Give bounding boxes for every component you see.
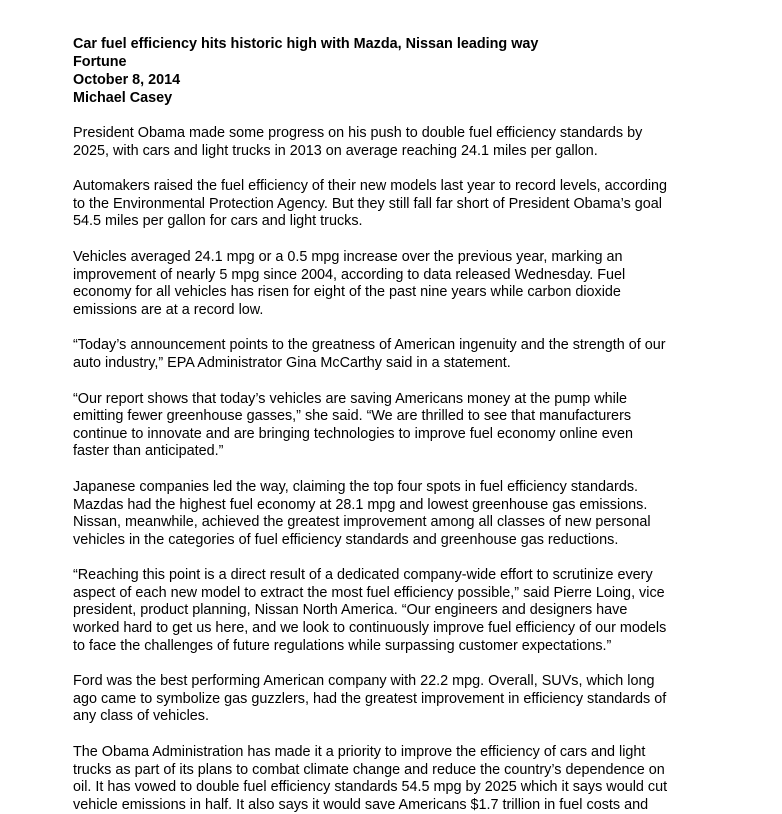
paragraph-spacer: [73, 160, 718, 178]
paragraph: [73, 567, 718, 655]
paragraph-line: “Reaching this point is a direct result of a dedicated company-wide effort to scrutinize every: [73, 567, 653, 584]
paragraph-spacer: [73, 655, 718, 673]
paragraph-line: Japanese companies led the way, claiming the top four spots in fuel efficiency standards.: [73, 478, 639, 495]
paragraph-line: oil. It has vowed to double fuel efficiency standards 54.5 mpg by 2025 which it says would cut: [73, 779, 668, 796]
paragraph-line: emissions are at a record low.: [73, 301, 264, 318]
paragraph-line: “Today’s announcement points to the greatness of American ingenuity and the strength of our: [73, 337, 666, 354]
paragraph-line: vehicles in the categories of fuel efficiency standards and greenhouse gas reductions.: [73, 531, 619, 548]
paragraph-line: Automakers raised the fuel efficiency of their new models last year to record levels, according: [73, 178, 668, 195]
paragraph-line: Mazdas had the highest fuel economy at 28.1 mpg and lowest greenhouse gas emissions.: [73, 496, 648, 513]
paragraph-line: auto industry,” EPA Administrator Gina McCarthy said in a statement.: [73, 354, 511, 371]
paragraph-line: to face the challenges of future regulations while surpassing customer expectations.”: [73, 637, 612, 654]
paragraph-line: Nissan, meanwhile, achieved the greatest improvement among all classes of new personal: [73, 514, 651, 531]
paragraph-line: Vehicles averaged 24.1 mpg or a 0.5 mpg increase over the previous year, marking an: [73, 248, 623, 265]
paragraph-line: The Obama Administration has made it a priority to improve the efficiency of cars and light: [73, 744, 646, 761]
article-title: Car fuel efficiency hits historic high with Mazda, Nissan leading way: [73, 36, 539, 52]
paragraph-line: vehicle emissions in half. It also says it would save Americans $1.7 trillion in fuel costs and: [73, 796, 649, 813]
paragraph-spacer: [73, 461, 718, 479]
paragraph-line: 2025, with cars and light trucks in 2013 on average reaching 24.1 miles per gallon.: [73, 142, 598, 159]
paragraph: [73, 391, 718, 461]
publication-name: Fortune: [73, 54, 127, 70]
paragraph-spacer: [73, 319, 718, 337]
paragraph: [73, 479, 718, 549]
paragraph-spacer: [73, 373, 718, 391]
paragraph-line: “Our report shows that today’s vehicles are saving Americans money at the pump while: [73, 390, 628, 407]
paragraph-spacer: [73, 726, 718, 744]
paragraph-line: ago came to symbolize gas guzzlers, had the greatest improvement in efficiency standards of: [73, 690, 667, 707]
paragraph: [73, 744, 718, 814]
paragraph-line: improvement of nearly 5 mpg since 2004, according to data released Wednesday. Fuel: [73, 266, 626, 283]
paragraph-line: 54.5 miles per gallon for cars and light trucks.: [73, 213, 363, 230]
paragraph: [73, 125, 718, 160]
paragraph-line: continue to innovate and are bringing technologies to improve fuel economy online even: [73, 425, 634, 442]
paragraph-line: faster than anticipated.”: [73, 443, 224, 460]
paragraph-spacer: [73, 107, 718, 125]
paragraph-line: Ford was the best performing American company with 22.2 mpg. Overall, SUVs, which long: [73, 673, 655, 690]
paragraph: [73, 249, 718, 319]
paragraph-line: worked hard to get us here, and we look to continuously improve fuel efficiency of our models: [73, 620, 667, 637]
paragraph-line: president, product planning, Nissan North America. “Our engineers and designers have: [73, 602, 628, 619]
paragraph-line: emitting fewer greenhouse gasses,” she said. “We are thrilled to see that manufacturers: [73, 408, 632, 425]
paragraph-line: trucks as part of its plans to combat climate change and reduce the country’s dependence on: [73, 761, 665, 778]
paragraph: [73, 337, 718, 372]
paragraph: [73, 673, 718, 726]
article-page: [73, 35, 718, 814]
author-name: Michael Casey: [73, 90, 173, 106]
article-body: [73, 107, 718, 814]
paragraph-spacer: [73, 549, 718, 567]
paragraph: [73, 178, 718, 231]
paragraph-line: aspect of each new model to extract the most fuel efficiency possible,” said Pierre Loing, vice: [73, 584, 665, 601]
paragraph-spacer: [73, 231, 718, 249]
paragraph-line: any class of vehicles.: [73, 708, 209, 725]
paragraph-line: President Obama made some progress on his push to double fuel efficiency standards by: [73, 125, 643, 141]
paragraph-line: to the Environmental Protection Agency. But they still fall far short of President Obama’s goal: [73, 195, 662, 212]
paragraph-line: economy for all vehicles has risen for eight of the past nine years while carbon dioxide: [73, 284, 621, 301]
publication-date: October 8, 2014: [73, 72, 181, 88]
